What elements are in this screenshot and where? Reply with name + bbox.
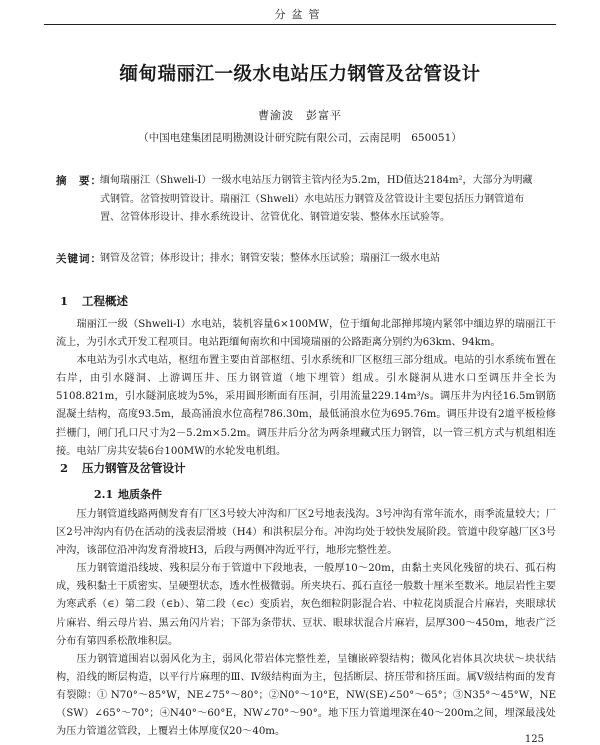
section-2-1-title: 地质条件	[118, 488, 162, 501]
paragraph: 本电站为引水式电站，枢纽布置主要由首部枢纽、引水系统和厂区枢纽三部分组成。电站的引水系统布置在右岸，由引水隧洞、上游调压井、压力钢管道（地下埋管）组成。引水隧洞从进水口至调压井全长为5108.821m，引水隧洞底坡为5%，采用圆形断面有压洞，引用流量229.14m³/s。调压井为内径16.5m钢筋混凝土结构，高度93.5m，最高涌浪水位高程786.30m，最低涌浪水位为695.76m。调压井设有2道平板检修拦栅门，闸门孔口尺寸为2－5.2m×5.2m。调压井后分岔为两条埋藏式压力钢管，以一管三机方式与机组相连接。电站厂房共安装6台100MW的水轮发电机组。	[56, 355, 556, 457]
keywords-text: 钢管及岔管；体形设计；排水；钢管安装；整体水压试验；瑞丽江一级水电站	[100, 253, 440, 264]
section-2-title: 压力钢管及岔管设计	[82, 461, 186, 475]
keywords-label: 关键词：	[56, 253, 102, 265]
running-head: 分盆管	[44, 6, 556, 25]
section-1-title: 工程概述	[82, 294, 128, 308]
section-2-number: 2	[60, 461, 69, 475]
section-2-heading	[60, 460, 186, 476]
keywords	[56, 250, 540, 269]
section-2-1-number: 2.1	[94, 488, 114, 501]
section-2-1-heading	[94, 486, 162, 502]
paragraph: 瑞丽江一级（Shweli-I）水电站，装机容量6×100MW，位于缅甸北部掸邦境内紧邻中缅边界的瑞丽江干流上，为引水式开发工程项目。电站距缅甸南坎和中国境瑞丽的公路距离分别约为63km、94km。	[56, 319, 556, 349]
affiliation: （中国电建集团昆明勘测设计研究院有限公司，云南昆明 650051）	[138, 132, 462, 144]
abstract-label: 摘 要：	[56, 175, 102, 187]
section-1-body	[56, 316, 556, 461]
paragraph: 压力钢管道围岩以弱风化为主，弱风化带岩体完整性差，呈镶嵌碎裂结构；微风化岩体具次块状～块状结构，沿线的断层构造，以平行片麻理的Ⅲ、Ⅳ级结构面为主，包括断层、挤压带和挤压面。属Ⅴ级结构面的发育有裂隙：① N70°～85°W，NE∠75°～80°；②N0°～10°E，NW(SE)∠50°～65°；③N35°～45°W，NE（SW）∠65°～70°；④N40°～60°E，NW∠70°～90°。地下压力管道埋深在40～200m之间，埋深最浅处为压力管道岔管段，上覆岩土体厚度仅20～40m。	[56, 653, 556, 738]
abstract	[56, 172, 540, 228]
paper-title: 缅甸瑞丽江一级水电站压力钢管及岔管设计	[119, 64, 481, 85]
section-2-1-body	[56, 506, 556, 741]
section-1-number: 1	[60, 294, 69, 308]
authors: 曹渝波 彭富平	[258, 109, 342, 122]
section-1-heading	[60, 293, 128, 309]
page-number: 125	[524, 734, 544, 745]
abstract-text: 缅甸瑞丽江（Shweli-I）一级水电站压力钢管主管内径为5.2m，HD值达2184m²，大部分为明藏式钢管。岔管按明管设计。瑞丽江（Shweli）水电站压力钢管及岔管设计主要包括压力钢管道布置、岔管体形设计、排水系统设计、岔管优化、钢管道安装、整体水压试验等。	[100, 175, 533, 223]
paragraph: 压力钢管道线路两侧发育有厂区3号较大冲沟和厂区2号地表浅沟。3号冲沟有常年流水，雨季流量较大；厂区2号冲沟内有仍在活动的浅表层滑坡（H4）和洪积层分布。冲沟均处于较快发展阶段。管道中段穿越厂区3号冲沟，该部位沿冲沟发育滑坡H3，后段与两侧冲沟近平行，地形完整性差。	[56, 509, 556, 557]
paragraph: 压力钢管道沿线坡、残积层分布于管道中下段地表，一般厚10～20m，由黏土夹风化残留的块石、孤石构成，残积黏土干质密实、呈硬塑状态，透水性极微弱。所夹块石、孤石直径一般数十厘米至数米。地层岩性主要为寒武系（∈）第二段（∈b）、第二段（∈c）变质岩，灰色细粒阴影混合岩、中粒花岗质混合片麻岩，夹眼球状片麻岩、绢云母片岩、黑云角闪片岩；下部为条带状、豆状、眼球状混合片麻岩，层厚300～450m，地表广泛分布有第四系松散堆积层。	[56, 563, 556, 647]
